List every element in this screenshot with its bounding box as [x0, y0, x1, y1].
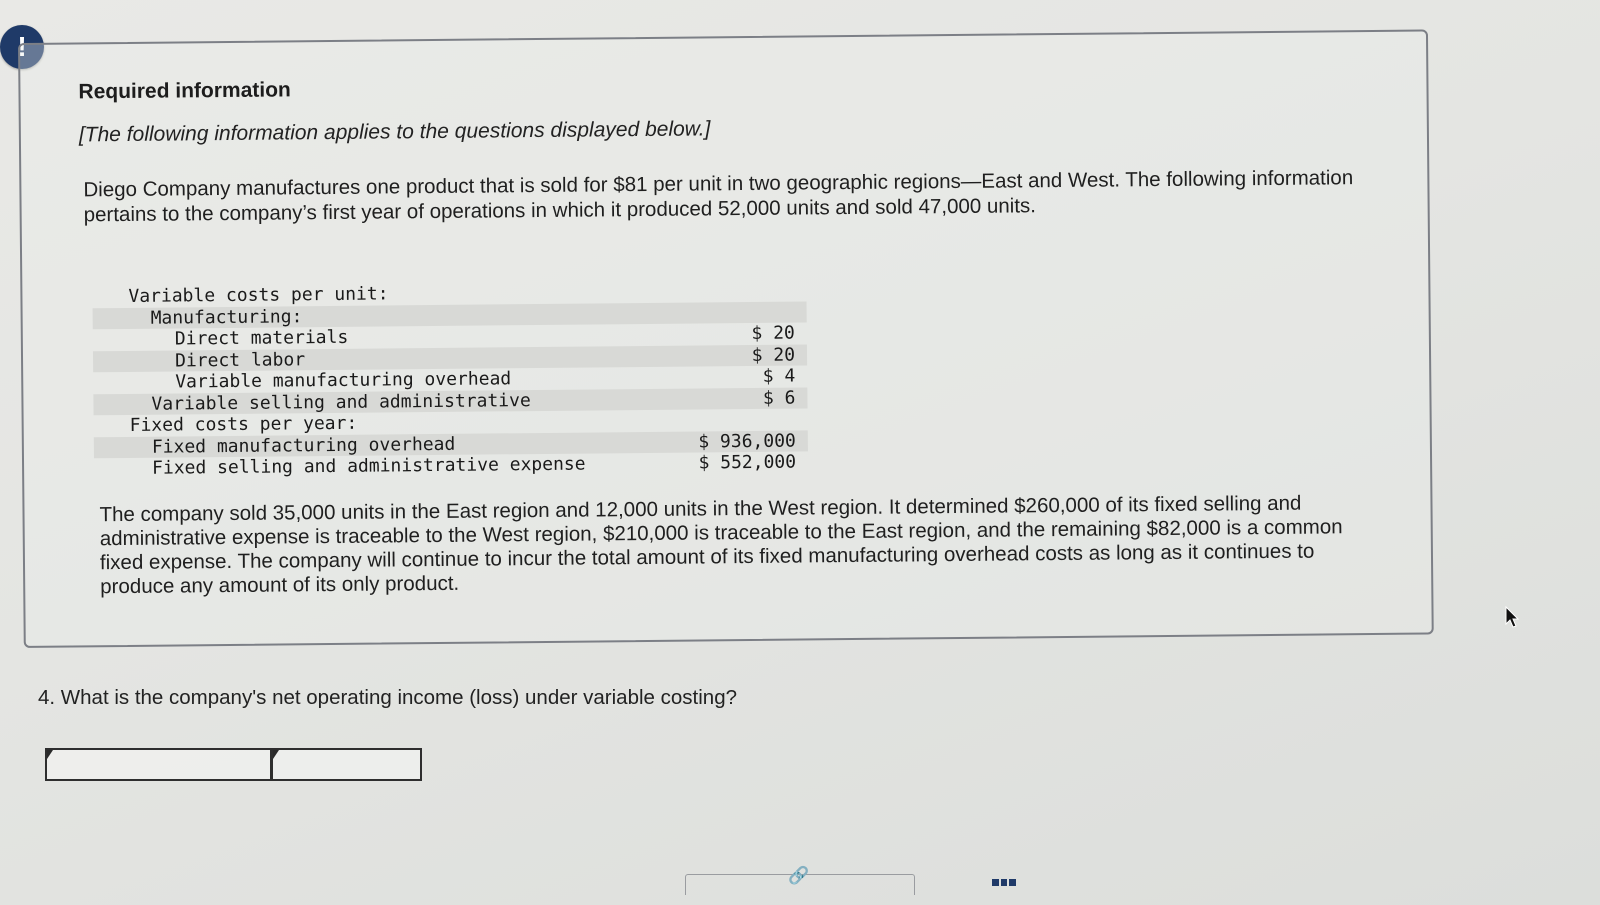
- cell-marker-icon: [47, 750, 53, 759]
- cell-marker-icon: [273, 750, 279, 759]
- link-icon[interactable]: 🔗: [788, 866, 810, 886]
- cost-row-value: $ 6: [762, 387, 796, 409]
- panel-note: [The following information applies to the questions displayed below.]: [78, 117, 711, 147]
- grid-icon[interactable]: [992, 879, 1016, 886]
- cost-row-value: $ 20: [751, 322, 795, 344]
- cost-row-label: Fixed manufacturing overhead: [151, 433, 456, 458]
- answer-label-input[interactable]: [47, 750, 273, 779]
- answer-amount-input[interactable]: [273, 750, 420, 779]
- scenario-text: Diego Company manufactures one product that is sold for $81 per unit in two geographic regions—East and West. The following information pertains to the company’s first year of operations in which it produced 52,000 units and sold 47,000 units.: [83, 166, 1354, 227]
- mouse-pointer-icon: [1504, 606, 1520, 628]
- cost-row-value: $ 552,000: [698, 451, 797, 474]
- cost-row-label: Fixed costs per year:: [129, 412, 358, 436]
- cost-row-label: Variable selling and administrative: [151, 389, 531, 415]
- cost-row-label: Variable costs per unit:: [128, 283, 389, 307]
- alert-icon: !: [0, 25, 44, 69]
- answer-row: [45, 748, 422, 781]
- cost-row-value: $ 20: [751, 344, 796, 366]
- panel-heading: Required information: [78, 78, 291, 104]
- cost-row-label: Manufacturing:: [150, 305, 303, 329]
- cost-row-label: Direct labor: [174, 348, 306, 372]
- cost-table: [92, 279, 814, 479]
- required-information-panel: [18, 29, 1434, 648]
- cost-row-value: $ 936,000: [698, 430, 796, 452]
- cost-row-label: Fixed selling and administrative expense: [151, 453, 586, 479]
- question-text: 4. What is the company's net operating income (loss) under variable costing?: [38, 686, 737, 709]
- cost-row-label: Variable manufacturing overhead: [175, 368, 512, 393]
- closing-text: The company sold 35,000 units in the East region and 12,000 units in the West region. It determined $260,000 of its fixed selling and administrative expense is traceable to the West region, $210,000 is traceable to the East region, and the remaining $82,000 is a common fixed expense. The company will continue to incur the total amount of its fixed manufacturing overhead costs as long as it continues to produce any amount of its only product.: [99, 491, 1343, 599]
- cost-row-value: $ 4: [762, 365, 796, 387]
- cost-row-label: Direct materials: [174, 326, 349, 350]
